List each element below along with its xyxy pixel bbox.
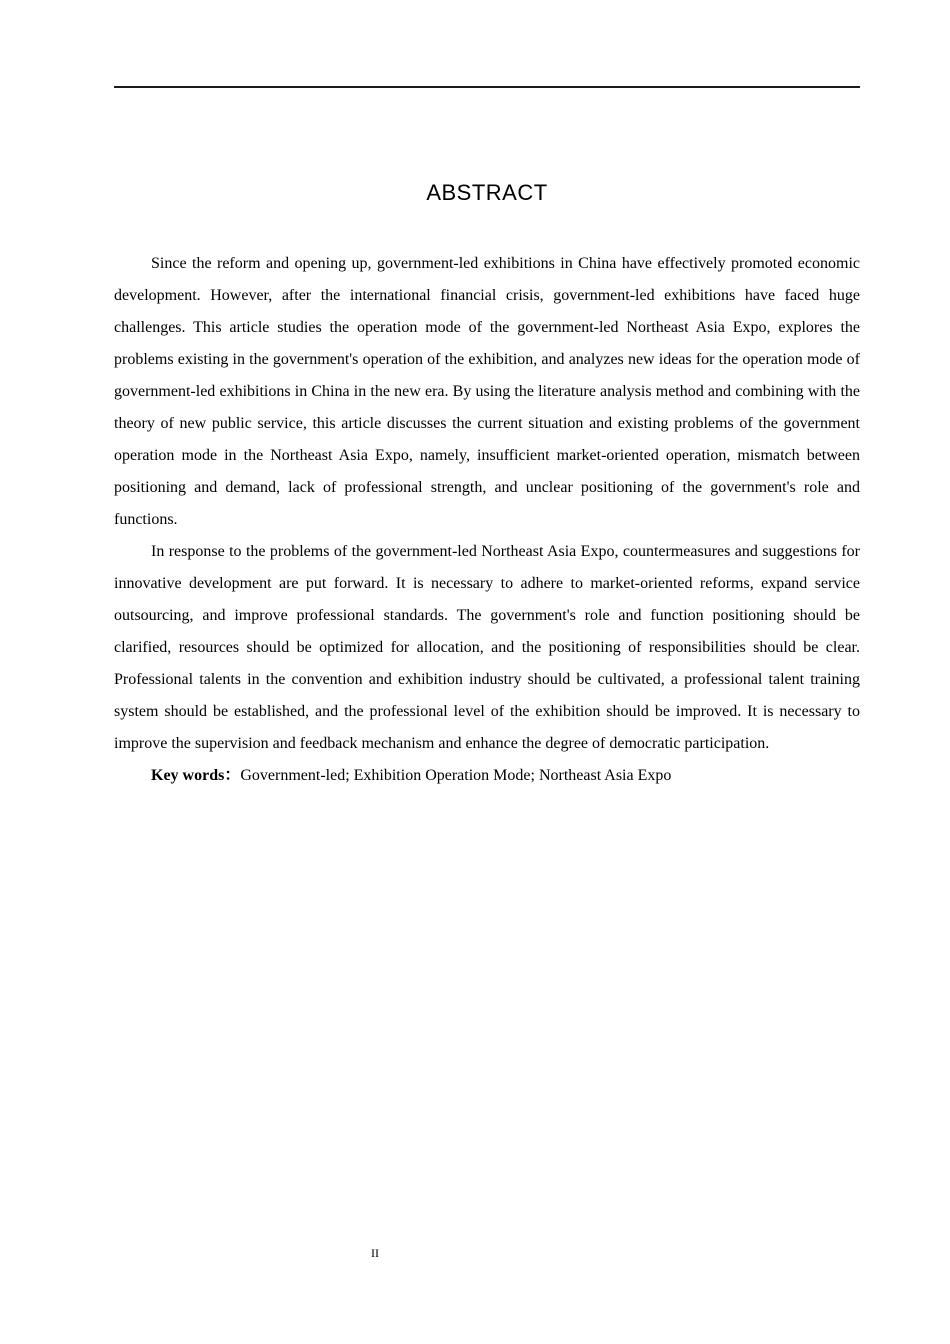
keywords-text: Government-led; Exhibition Operation Mode; Northeast Asia Expo [240, 767, 672, 784]
keywords-label: Key words： [151, 767, 241, 784]
page-number: II [371, 1246, 379, 1260]
abstract-paragraph-2: In response to the problems of the government-led Northeast Asia Expo, countermeasures and suggestions for innovative development are put forward. It is necessary to adhere to market-oriented reforms, expand service outsourcing, and improve professional standards. The government's role and function positioning should be clarified, resources should be optimized for allocation, and the positioning of responsibilities should be clear. Professional talents in the convention and exhibition industry should be cultivated, a professional talent training system should be established, and the professional level of the exhibition should be improved. It is necessary to improve the supervision and feedback mechanism and enhance the degree of democratic participation. [114, 543, 860, 752]
abstract-title: ABSTRACT [426, 180, 548, 205]
abstract-paragraph-1: Since the reform and opening up, government-led exhibitions in China have effectively promoted economic development. However, after the international financial crisis, government-led exhibitions have faced huge challenges. This article studies the operation mode of the government-led Northeast Asia Expo, explores the problems existing in the government's operation of the exhibition, and analyzes new ideas for the operation mode of government-led exhibitions in China in the new era. By using the literature analysis method and combining with the theory of new public service, this article discusses the current situation and existing problems of the government operation mode in the Northeast Asia Expo, namely, insufficient market-oriented operation, mismatch between positioning and demand, lack of professional strength, and unclear positioning of the government's role and functions. [114, 255, 860, 528]
keywords-line [114, 760, 860, 792]
page-content [114, 86, 860, 792]
header-rule [114, 86, 860, 88]
